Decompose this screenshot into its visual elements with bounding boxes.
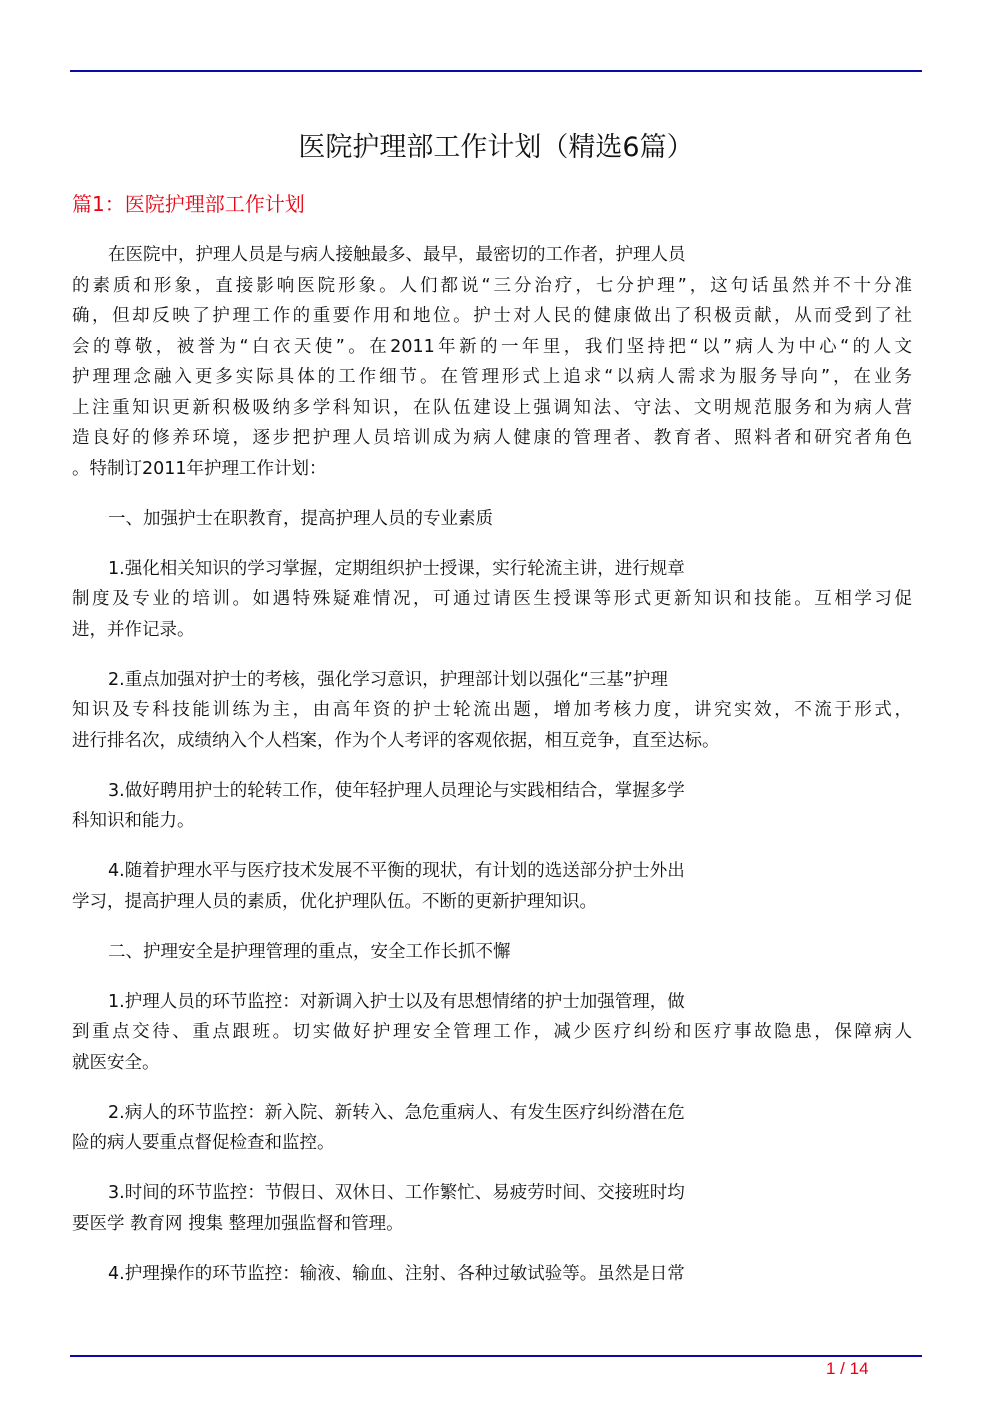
text-line: 的素质和形象，直接影响医院形象。人们都说“三分治疗，七分护理”，这句话虽然并不十分准 xyxy=(72,275,912,296)
text-line: 1.护理人员的环节监控：对新调入护士以及有思想情绪的护士加强管理，做 xyxy=(108,991,685,1012)
text-line: 二、护理安全是护理管理的重点，安全工作长抓不懈 xyxy=(108,941,511,962)
text-line: 科知识和能力。 xyxy=(72,811,195,831)
text-line: 一、加强护士在职教育，提高护理人员的专业素质 xyxy=(108,508,493,529)
paragraph xyxy=(72,987,912,1079)
paragraph xyxy=(72,554,912,646)
text-line: 在医院中，护理人员是与病人接触最多、最早，最密切的工作者，护理人员 xyxy=(108,245,686,265)
text-line: 要医学 教育网 搜集 整理加强监督和管理。 xyxy=(72,1213,404,1234)
paragraph xyxy=(72,665,912,757)
text-line: 上注重知识更新积极吸纳多学科知识，在队伍建设上强调知法、守法、文明规范服务和为病人营 xyxy=(72,397,912,418)
header-rule xyxy=(70,70,922,72)
text-line: 2.病人的环节监控：新入院、新转入、急危重病人、有发生医疗纠纷潜在危 xyxy=(108,1102,685,1123)
text-line: 。特制订2011年护理工作计划： xyxy=(72,458,327,479)
text-line: 就医安全。 xyxy=(72,1052,160,1073)
text-line: 学习，提高护理人员的素质，优化护理队伍。不断的更新护理知识。 xyxy=(72,891,597,912)
text-line: 护理理念融入更多实际具体的工作细节。在管理形式上追求“以病人需求为服务导向”，在业务 xyxy=(72,367,912,387)
text-line: 知识及专科技能训练为主，由高年资的护士轮流出题，增加考核力度，讲究实效，不流于形式， xyxy=(72,700,912,720)
text-line: 进行排名次，成绩纳入个人档案，作为个人考评的客观依据，相互竞争，直至达标。 xyxy=(72,730,720,751)
paragraph xyxy=(72,1098,912,1159)
paragraph xyxy=(72,504,912,535)
text-line: 会的尊敬，被誉为“白衣天使”。在2011年新的一年里，我们坚持把“以”病人为中心“的人文 xyxy=(72,336,912,357)
paragraph xyxy=(72,776,912,837)
section-heading: 篇1：医院护理部工作计划 xyxy=(72,192,305,216)
paragraph xyxy=(72,1259,912,1290)
paragraph xyxy=(72,937,912,968)
paragraph xyxy=(72,856,912,917)
text-line: 4.随着护理水平与医疗技术发展不平衡的现状，有计划的选送部分护士外出 xyxy=(108,861,685,881)
text-line: 进，并作记录。 xyxy=(72,619,195,640)
footer-rule xyxy=(70,1355,922,1357)
document-body xyxy=(72,240,912,1309)
text-line: 4.护理操作的环节监控：输液、输血、注射、各种过敏试验等。虽然是日常 xyxy=(108,1263,685,1284)
paragraph xyxy=(72,240,912,484)
text-line: 造良好的修养环境，逐步把护理人员培训成为病人健康的管理者、教育者、照料者和研究者角色 xyxy=(72,428,912,448)
text-line: 到重点交待、重点跟班。切实做好护理安全管理工作，减少医疗纠纷和医疗事故隐患，保障病人 xyxy=(72,1022,912,1042)
text-line: 险的病人要重点督促检查和监控。 xyxy=(72,1133,335,1153)
paragraph xyxy=(72,1178,912,1239)
text-line: 制度及专业的培训。如遇特殊疑难情况，可通过请医生授课等形式更新知识和技能。互相学习促 xyxy=(72,589,912,609)
text-line: 3.时间的环节监控：节假日、双休日、工作繁忙、易疲劳时间、交接班时均 xyxy=(108,1183,685,1203)
text-line: 3.做好聘用护士的轮转工作，使年轻护理人员理论与实践相结合，掌握多学 xyxy=(108,780,685,801)
text-line: 确，但却反映了护理工作的重要作用和地位。护士对人民的健康做出了积极贡献，从而受到了社 xyxy=(72,306,912,326)
text-line: 1.强化相关知识的学习掌握，定期组织护士授课，实行轮流主讲，进行规章 xyxy=(108,558,685,579)
document-title: 医院护理部工作计划（精选6篇） xyxy=(298,132,694,163)
page-number: 1 / 14 xyxy=(826,1359,869,1378)
text-line: 2.重点加强对护士的考核，强化学习意识，护理部计划以强化“三基”护理 xyxy=(108,669,668,690)
